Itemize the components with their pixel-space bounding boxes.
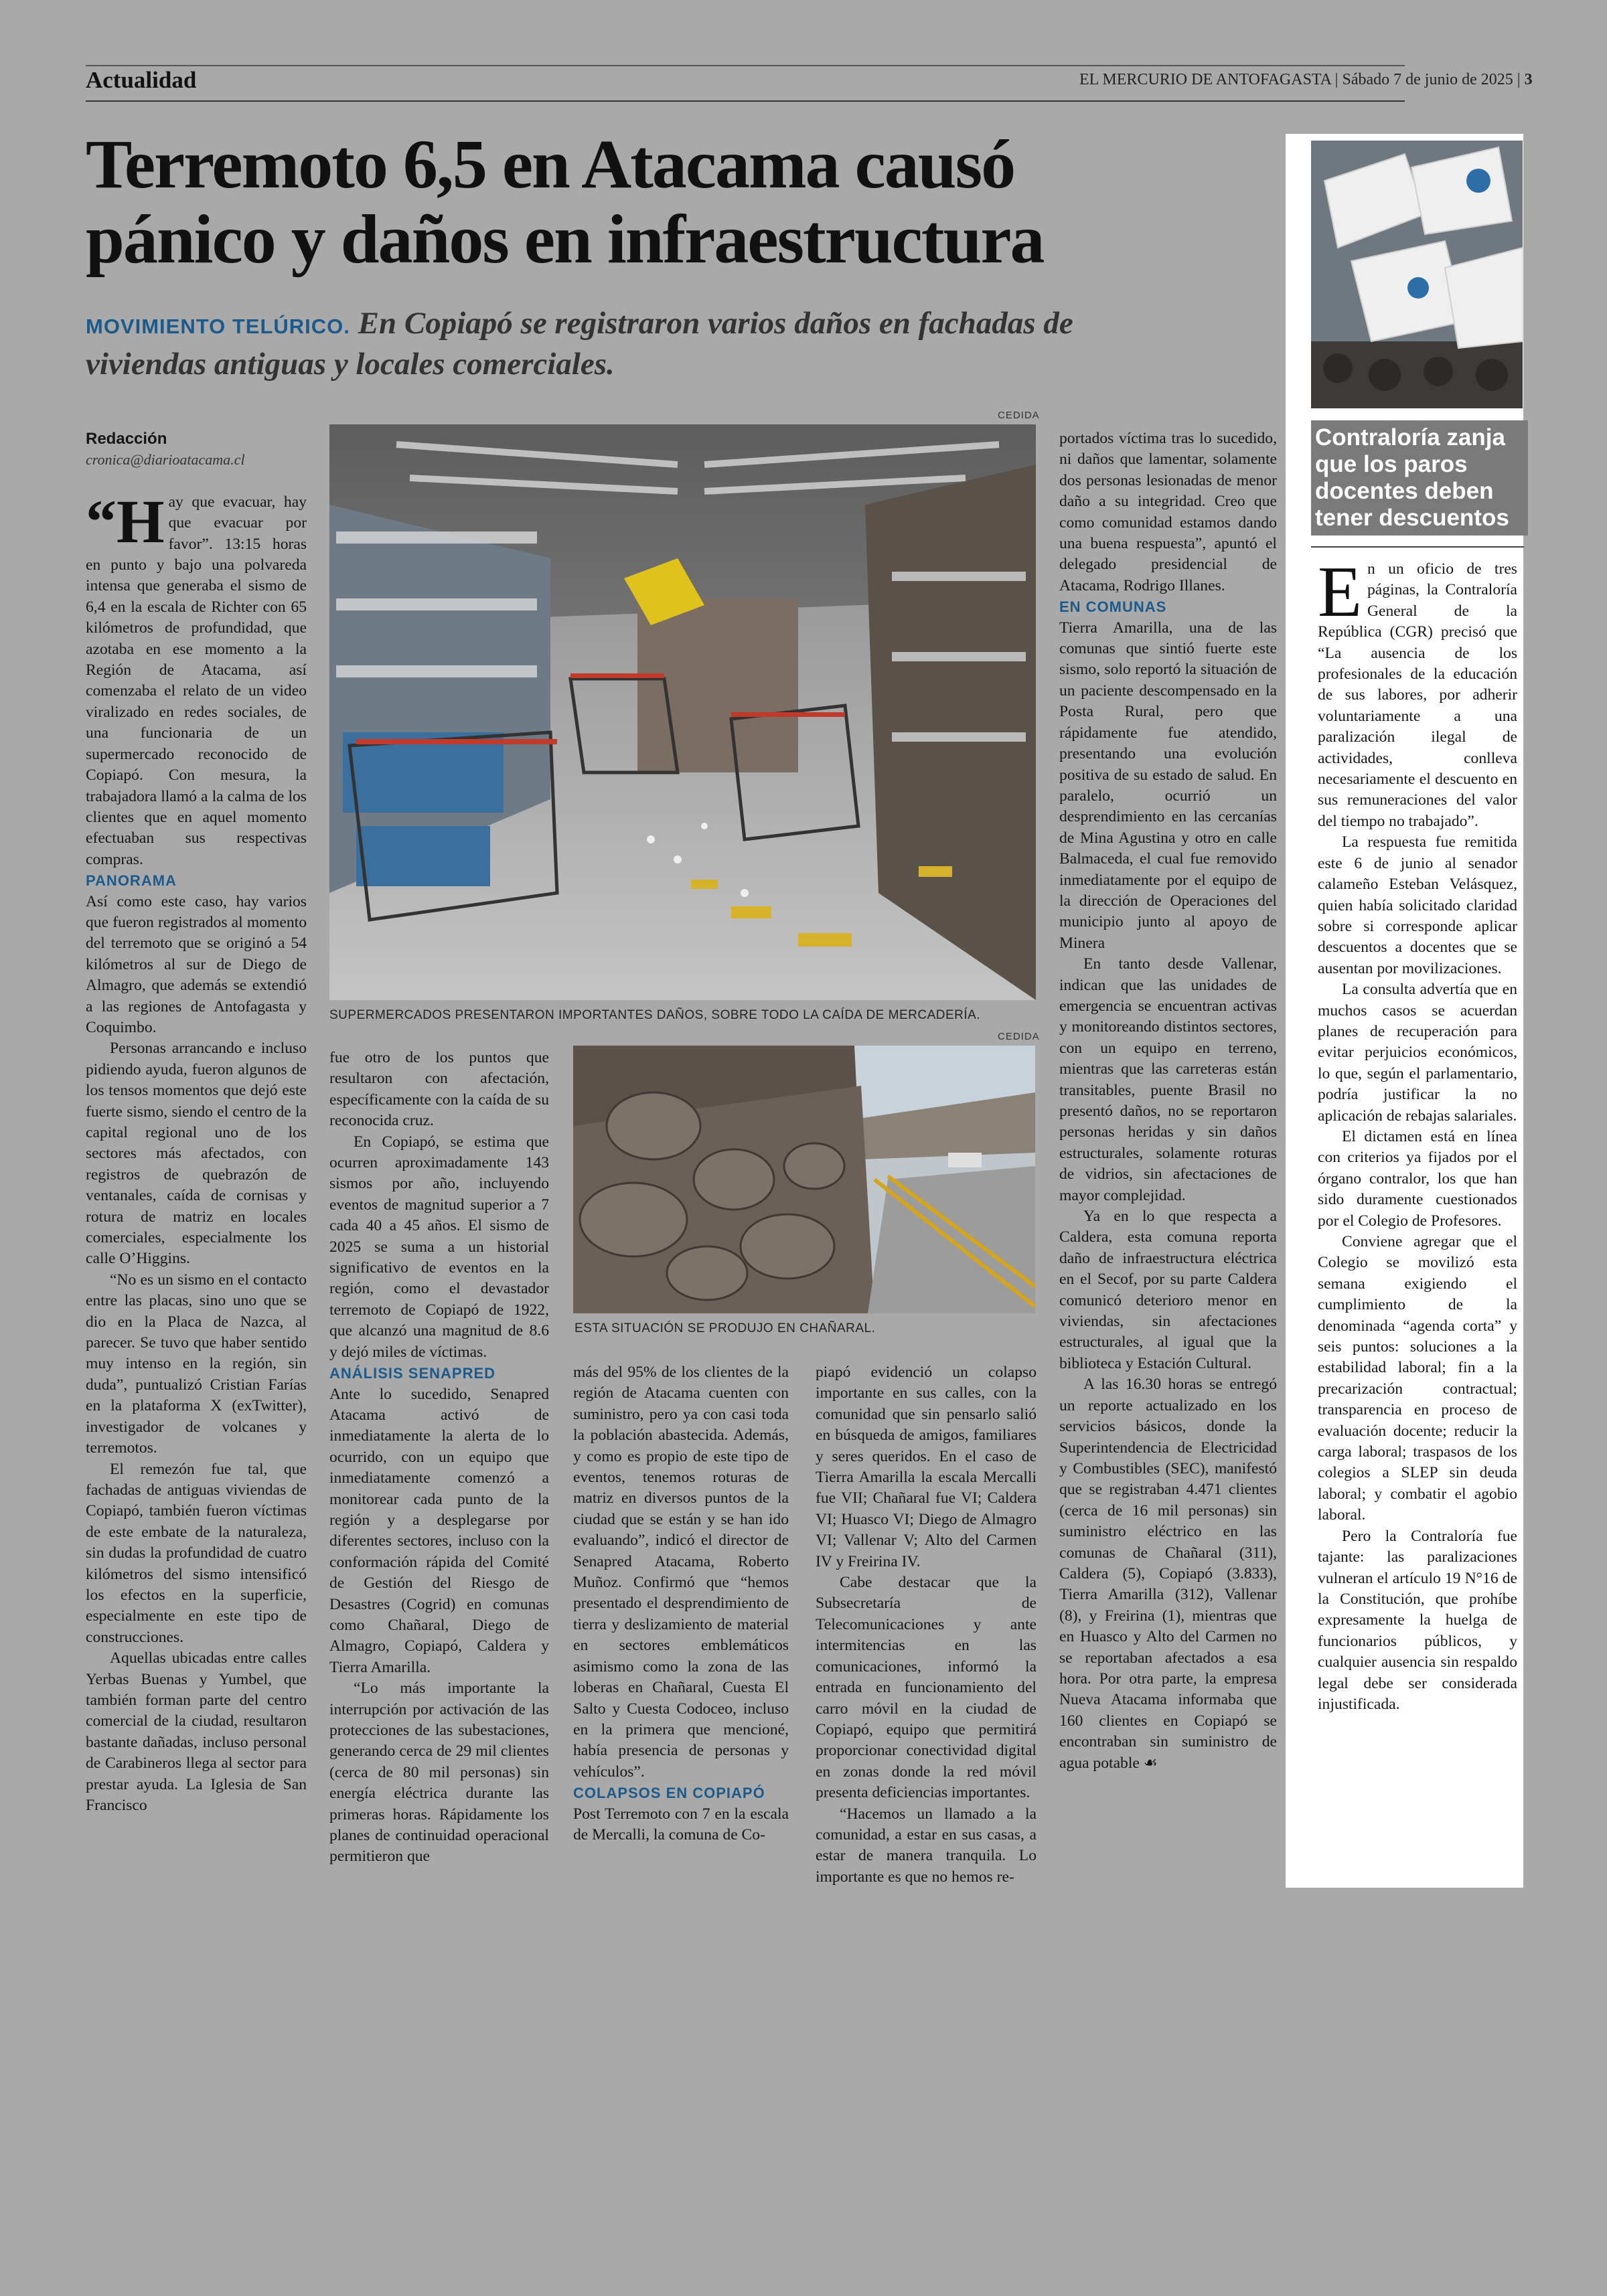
paragraph: La consulta advertía que en muchos casos se acuerdan planes de recuperación para evitar perjuicios económicos, lo que, según el parlamentario, podría justificar la no aplicación de rebajas salariales. bbox=[1318, 981, 1517, 1125]
headline-line-1: Terremoto 6,5 en Atacama causó bbox=[86, 126, 1015, 203]
paragraph: En Copiapó, se estima que ocurren aproximadamente 143 sismos por año, incluyendo eventos de magnitud superior a 7 cada 40 a 45 años. El sismo de 2025 se suma a un historial significativo de eventos en la región, como el devastador terremoto de Copiapó de 1922, que alcanzó una magnitud de 8.6 y dejó miles de víctimas. bbox=[329, 1133, 549, 1361]
chanaral-photo-image bbox=[573, 1046, 1035, 1313]
supermarket-damage-photo bbox=[329, 424, 1036, 1000]
paragraph: “No es un sismo en el contacto entre las placas, sino uno que se dio en la Placa de Nazca, al parecer. Se tuvo que haber sentido muy intenso en la región, sin duda”, puntualizó Cristian Farías en la plataforma X (exTwitter), investigador de volcanes y terremotos. bbox=[86, 1270, 307, 1457]
paragraph: fue otro de los puntos que resultaron con afectación, específicamente con la caída de su reconocida cruz. bbox=[329, 1049, 549, 1130]
newspaper-name: EL MERCURIO DE ANTOFAGASTA bbox=[1079, 71, 1331, 88]
header-bottom-rule bbox=[86, 100, 1405, 102]
paragraph: Personas arrancando e incluso pidiendo ayuda, fueron algunos de los tensos momentos que dejó este fuerte sismo, siendo el centro de la capital regional uno de los sectores más afectados, con registros de quebrazón de ventanales, caída de cornisas y rotura de matriz en locales comerciales, especialmente los calle O’Higgins. bbox=[86, 1040, 307, 1268]
article-deck bbox=[86, 305, 1170, 384]
article-column-3 bbox=[573, 1362, 789, 1846]
header-top-rule bbox=[86, 65, 1405, 66]
chanaral-landslide-photo bbox=[573, 1046, 1035, 1313]
paragraph: Aquellas ubicadas entre calles Yerbas Buenas y Yumbel, que también forman parte del centro comercial de la ciudad, resultaron bastante dañadas, incluso personal de Carabineros llega al sector para prestar ayuda. La Iglesia de San Francisco bbox=[86, 1649, 307, 1814]
subhead-panorama: PANORAMA bbox=[86, 872, 177, 890]
article-column-2 bbox=[329, 1048, 549, 1868]
byline-email: cronica@diarioatacama.cl bbox=[86, 451, 245, 469]
paragraph: Ante lo sucedido, Senapred Atacama activó de inmediatamente la alerta de lo ocurrido, con un equipo que inmediatamente comenzó a monitorear cada punto de la región y a desplegarse por diferentes sectores, incluso con la conformación rápida del Comité de Gestión del Riesgo de Desastres (Cogrid) en comunas como Chañaral, Diego de Almagro, Copiapó, Caldera y Tierra Amarilla. bbox=[329, 1385, 549, 1676]
section-label: Actualidad bbox=[86, 67, 197, 93]
paragraph: Pero la Contraloría fue tajante: las paralizaciones vulneran el artículo 19 N°16 de la Constitución, que prohíbe expresamente la huelga de funcionarios públicos, y cualquier ausencia sin respaldo legal debe ser considerada injustificada. bbox=[1318, 1527, 1517, 1713]
sidebar-rule bbox=[1311, 546, 1524, 548]
paragraph: Así como este caso, hay varios que fueron registrados al momento del terremoto que se originó a 54 kilómetros al sur de Diego de Almagro, que además se extendió a las regiones de Antofagasta y Coquimbo. bbox=[86, 892, 307, 1036]
paragraph: A las 16.30 horas se entregó un reporte actualizado en los servicios básicos, donde la Superintendencia de Electricidad y Combustibles (SEC), manifestó que se registraban 4.471 clientes (cerca de 16 mil personas) sin suministro eléctrico en las comunas de Chañaral (311), Caldera (5), Copiapó (3.833), Tierra Amarilla (312), Vallenar (8), y Freirina (1), mientras que en Huasco y Alto del Carmen no se reportaban afectados a esa hora. Por otra parte, la empresa Nueva Atacama informaba que 160 clientes en Copiapó se encontraban sin suministro de agua potable ☙ bbox=[1059, 1376, 1277, 1772]
sidebar-lead-paragraph: En un oficio de tres páginas, la Contraloría General de la República (CGR) precisó que “La ausencia de los profesionales de la educación de sus labores, por adherir voluntariamente a una paralización ilegal de actividades, conlleva necesariamente el descuento en sus remuneraciones del valor del tiempo no trabajado”. bbox=[1318, 552, 1517, 830]
paragraph: El dictamen está en línea con criterios ya fijados por el órgano contralor, los que han sido duramente cuestionados por el Colegio de Profesores. bbox=[1318, 1127, 1517, 1230]
paragraph: En tanto desde Vallenar, indican que las unidades de emergencia se encuentran activas y monitoreando distintos sectores, con un equipo en terreno, mientras que las carreteras están transitables, puente Brasil no presentó daños, no se reportaron personas heridas y sin daños estructurales, solamente roturas de vidrios, sin afectaciones de mayor complejidad. bbox=[1059, 955, 1277, 1204]
paragraph: portados víctima tras lo sucedido, ni daños que lamentar, solamente dos personas lesionadas de menor daño a su integridad. Creo que como comunidad estamos dando una buena respuesta”, apuntó el delegado presidencial de Atacama, Rodrigo Illanes. bbox=[1059, 430, 1277, 594]
article-column-5 bbox=[1059, 428, 1277, 1774]
sidebar-body bbox=[1318, 552, 1517, 1715]
paragraph: más del 95% de los clientes de la región de Atacama cuenten con suministro, pero ya con casi toda la población abastecida. Además, y como es propio de este tipo de eventos, tenemos roturas de matriz en diversos puntos de la ciudad que se están y se han ido evaluando”, indicó el director de Senapred Atacama, Roberto Muñoz. Confirmó que “hemos presentado el desprendimiento de tierra y deslizamiento de material en sectores emblemáticos asimismo como la zona de las loberas en Chañaral, Cuesta El Salto y Cuesta Codoceo, incluso en la primera que mencioné, había presencia de personas y vehículos”. bbox=[573, 1364, 789, 1781]
teachers-protest-photo bbox=[1311, 141, 1523, 408]
article-column-4 bbox=[816, 1362, 1037, 1888]
photo-credit: CEDIDA bbox=[998, 410, 1040, 421]
paragraph: Tierra Amarilla, una de las comunas que sintió fuerte este sismo, solo reportó la situación de un paciente descompensado en la Posta Rural, pero que rápidamente fue atendido, presentando una evolución positiva de su estado de salud. En paralelo, ocurrió un desprendimiento en las cercanías de Mina Agustina y otro en calle Balmaceda, el cual fue removido inmediatamente por el equipo de la dirección de Operaciones del municipio junto al apoyo de Minera bbox=[1059, 619, 1277, 952]
paragraph: La respuesta fue remitida este 6 de junio al senador calameño Esteban Velásquez, quien había solicitado claridad sobre si corresponde aplicar descuentos a docentes que se ausentan por movilizaciones. bbox=[1318, 833, 1517, 977]
drop-quote-mark: “H bbox=[86, 487, 165, 556]
paragraph: piapó evidenció un colapso importante en sus calles, con la comunidad que sin pensarlo salió en búsqueda de amigos, familiares y seres queridos. En el caso de Tierra Amarilla la escala Mercalli fue VII; Chañaral fue VI; Caldera VI; Huasco VI; Diego de Almagro VI; Vallenar V; Alto del Carmen IV y Freirina IV. bbox=[816, 1364, 1037, 1570]
paragraph: “Lo más importante la interrupción por activación de las protecciones de las subestaciones, generando cerca de 29 mil clientes (cerca de 80 mil personas) sin energía eléctrica durante las primeras horas. Rápidamente los planes de continuidad operacional permitieron que bbox=[329, 1679, 549, 1866]
article-column-1 bbox=[86, 428, 307, 1816]
byline-author: Redacción bbox=[86, 430, 167, 448]
paragraph: Cabe destacar que la Subsecretaría de Telecomunicaciones y ante intermitencias en las comunicaciones, informó la entrada en funcionamiento del carro móvil en la ciudad de Copiapó, equipo que permitirá proporcionar conectividad digital en zonas donde la red móvil presenta deficiencias importantes. bbox=[816, 1574, 1037, 1802]
headline-line-2: pánico y daños en infraestructura bbox=[86, 201, 1044, 278]
deck-text: En Copiapó se registraron varios daños en fachadas de viviendas antiguas y locales comerciales. bbox=[86, 306, 1073, 382]
article-headline bbox=[86, 127, 1191, 277]
sidebar-headline: Contraloría zanja que los paros docentes deben tener descuentos bbox=[1311, 420, 1528, 536]
article-kicker: MOVIMIENTO TELÚRICO. bbox=[86, 315, 350, 338]
subhead-comunas: EN COMUNAS bbox=[1059, 598, 1167, 616]
paragraph: Ya en lo que respecta a Caldera, esta comuna reporta daño de infraestructura eléctrica en el Secof, por su parte Caldera comunicó deterioro menor en viviendas, sin afectaciones estructurales, al igual que la biblioteca y Estación Cultural. bbox=[1059, 1208, 1277, 1372]
drop-cap: E bbox=[1318, 552, 1362, 632]
end-mark-icon: ☙ bbox=[1143, 1754, 1158, 1772]
lead-paragraph: “H ay que evacuar, hay que evacuar por favor”. 13:15 horas en punto y bajo una polvareda intensa que generaba el sismo de 6,4 en la escala de Richter con 65 kilómetros de profundidad, que azotaba en ese momento a la Región de Atacama, así comenzaba el relato de un video viralizado en redes sociales, de una funcionaria de un supermercado reconocido de Copiapó. Con mesura, la trabajadora llamó a la calma de los clientes que en aquel momento efectuaban sus respectivas compras. bbox=[86, 487, 307, 868]
page-number: 3 bbox=[1524, 71, 1533, 88]
subhead-senapred: ANÁLISIS SENAPRED bbox=[329, 1365, 496, 1382]
paragraph: El remezón fue tal, que fachadas de antiguas viviendas de Copiapó, también fueron víctimas de este embate de la naturaleza, sin dudas la profundidad de cuatro kilómetros del sismo intensificó los efectos en la superficie, especialmente en este tipo de construcciones. bbox=[86, 1460, 307, 1646]
subhead-colapsos: COLAPSOS EN COPIAPÓ bbox=[573, 1785, 765, 1802]
supermarket-photo-image bbox=[329, 424, 1036, 1000]
photo-caption: SUPERMERCADOS PRESENTARON IMPORTANTES DAÑOS, SOBRE TODO LA CAÍDA DE MERCADERÍA. bbox=[329, 1008, 981, 1022]
paragraph: “Hacemos un llamado a la comunidad, a estar en sus casas, a estar de manera tranquila. Lo importante es que no hemos re- bbox=[816, 1805, 1037, 1886]
issue-date: Sábado 7 de junio de 2025 bbox=[1342, 71, 1513, 88]
photo-caption: ESTA SITUACIÓN SE PRODUJO EN CHAÑARAL. bbox=[575, 1321, 876, 1335]
protest-photo-image bbox=[1311, 141, 1523, 408]
masthead: EL MERCURIO DE ANTOFAGASTA | Sábado 7 de junio de 2025 | 3 bbox=[1079, 71, 1533, 88]
paragraph: Conviene agregar que el Colegio se movilizó esta semana exigiendo el cumplimiento de la denominada “agenda corta” y seis puntos: soluciones a la estabilidad laboral; fin a la precarización contractual; transparencia en proceso de evaluación docente; reducir la carga laboral; traspasos de los colegios a SLEP sin deuda laboral; y combatir el agobio laboral. bbox=[1318, 1233, 1517, 1524]
photo-credit: CEDIDA bbox=[998, 1031, 1040, 1042]
paragraph: Post Terremoto con 7 en la escala de Mercalli, la comuna de Co- bbox=[573, 1805, 789, 1843]
